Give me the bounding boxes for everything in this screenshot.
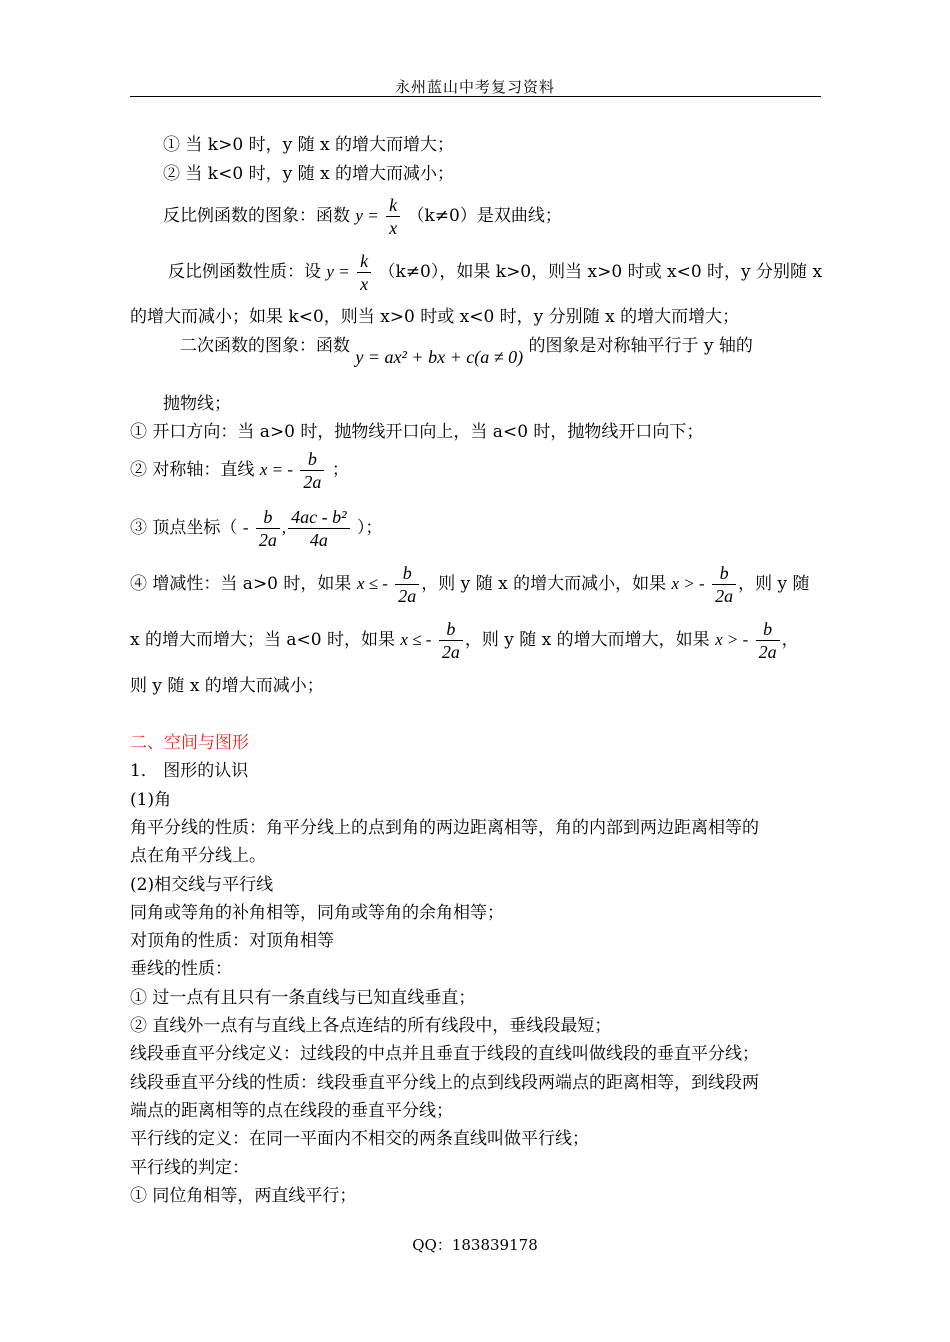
text-line: ① 当 k>0 时，y 随 x 的增大而增大； [163,135,454,155]
formula: x > - [715,630,749,649]
formula: , [281,518,287,537]
text-line [168,250,860,295]
text-line [130,618,822,663]
fraction [395,562,419,607]
text-line: ① 过一点有且只有一条直线与已知直线垂直； [130,988,476,1008]
text-fragment: 二次函数的图象：函数 [180,336,350,356]
numerator: b [446,619,456,639]
text-line: 则 y 随 x 的增大而减小； [130,676,324,696]
text-line: 线段垂直平分线的性质：线段垂直平分线上的点到线段两端点的距离相等，到线段两 [130,1073,759,1093]
text-line [163,194,855,239]
text-line: 垂线的性质： [130,959,232,979]
formula: y = ax² + bx + c(a ≠ 0) [355,347,524,367]
numerator: b [719,563,729,583]
text-fragment: ，则 y 随 x 的增大而增大，如果 [464,630,710,650]
text-line [180,333,872,367]
text-line: ② 当 k<0 时，y 随 x 的增大而减小； [163,164,454,184]
text-line: 角平分线的性质：角平分线上的点到角的两边距离相等，角的内部到两边距离相等的 [130,818,759,838]
text-fragment: ④ 增减性：当 a>0 时，如果 [130,574,352,594]
text-line: 对顶角的性质：对顶角相等 [130,931,334,951]
formula: x ≤ - [356,574,388,593]
text-line [130,506,822,551]
denominator: x [386,216,400,239]
text-line [130,448,822,493]
fraction [712,562,736,607]
text-line: ① 同位角相等，两直线平行； [130,1186,357,1206]
numerator: 4ac - b² [291,507,347,527]
text-line: ② 直线外一点有与直线上各点连结的所有线段中，垂线段最短； [130,1016,612,1036]
text-fragment: ； [331,460,349,480]
formula: y = [355,206,379,225]
numerator: k [360,251,369,271]
numerator: k [389,195,398,215]
text-line [130,562,822,607]
page-footer: QQ：183839178 [412,1236,538,1254]
text-line: 线段垂直平分线定义：过线段的中点并且垂直于线段的直线叫做线段的垂直平分线； [130,1044,759,1064]
fraction [300,448,324,493]
text-line: 1． 图形的认识 [130,761,249,781]
text-fragment: （k≠0）是双曲线； [407,206,562,226]
fraction [357,250,371,295]
denominator: 2a [712,584,736,607]
numerator: b [763,619,773,639]
numerator: b [402,563,412,583]
formula: x > - [671,574,705,593]
text-fragment: ② 对称轴：直线 [130,460,255,480]
text-fragment: ， [781,630,799,650]
text-fragment: ，则 y 随 [738,574,810,594]
text-fragment: 反比例函数性质：设 [168,262,321,282]
denominator: 2a [439,640,463,663]
fraction [386,194,400,239]
fraction [288,506,349,551]
text-fragment: ，则 y 随 x 的增大而减小，如果 [421,574,667,594]
fraction [256,506,280,551]
text-line: 点在角平分线上。 [130,846,266,866]
header-rule [130,96,821,97]
fraction [756,618,780,663]
text-fragment: （k≠0），如果 k>0，则当 x>0 时或 x<0 时，y 分别随 x [378,262,823,282]
formula: y = [326,262,350,281]
text-line: 抛物线； [163,394,231,414]
text-line: (2)相交线与平行线 [130,875,274,895]
text-line: 的增大而减小；如果 k<0，则当 x>0 时或 x<0 时，y 分别随 x 的增大而增大； [130,307,740,327]
formula: x = - [259,460,293,479]
text-fragment: ）； [356,518,383,538]
numerator: b [307,449,317,469]
numerator: b [263,507,273,527]
formula: x ≤ - [400,630,432,649]
text-line: 同角或等角的补角相等，同角或等角的余角相等； [130,903,504,923]
fraction [439,618,463,663]
text-fragment: 的图象是对称轴平行于 y 轴的 [528,336,753,356]
denominator: 4a [288,528,349,551]
denominator: 2a [395,584,419,607]
text-fragment: 反比例函数的图象：函数 [163,206,350,226]
text-fragment: x 的增大而增大；当 a<0 时，如果 [130,630,395,650]
denominator: x [357,272,371,295]
text-line: ① 开口方向：当 a>0 时，抛物线开口向上，当 a<0 时，抛物线开口向下； [130,422,704,442]
denominator: 2a [756,640,780,663]
denominator: 2a [256,528,280,551]
formula: - [242,518,249,537]
page-header: 永州蓝山中考复习资料 [394,78,555,96]
text-line: (1)角 [130,790,172,810]
denominator: 2a [300,470,324,493]
text-fragment: ③ 顶点坐标（ [130,518,238,538]
text-line: 端点的距离相等的点在线段的垂直平分线； [130,1101,453,1121]
text-line: 平行线的定义：在同一平面内不相交的两条直线叫做平行线； [130,1129,589,1149]
section-heading: 二、空间与图形 [130,733,249,753]
text-line: 平行线的判定： [130,1158,249,1178]
